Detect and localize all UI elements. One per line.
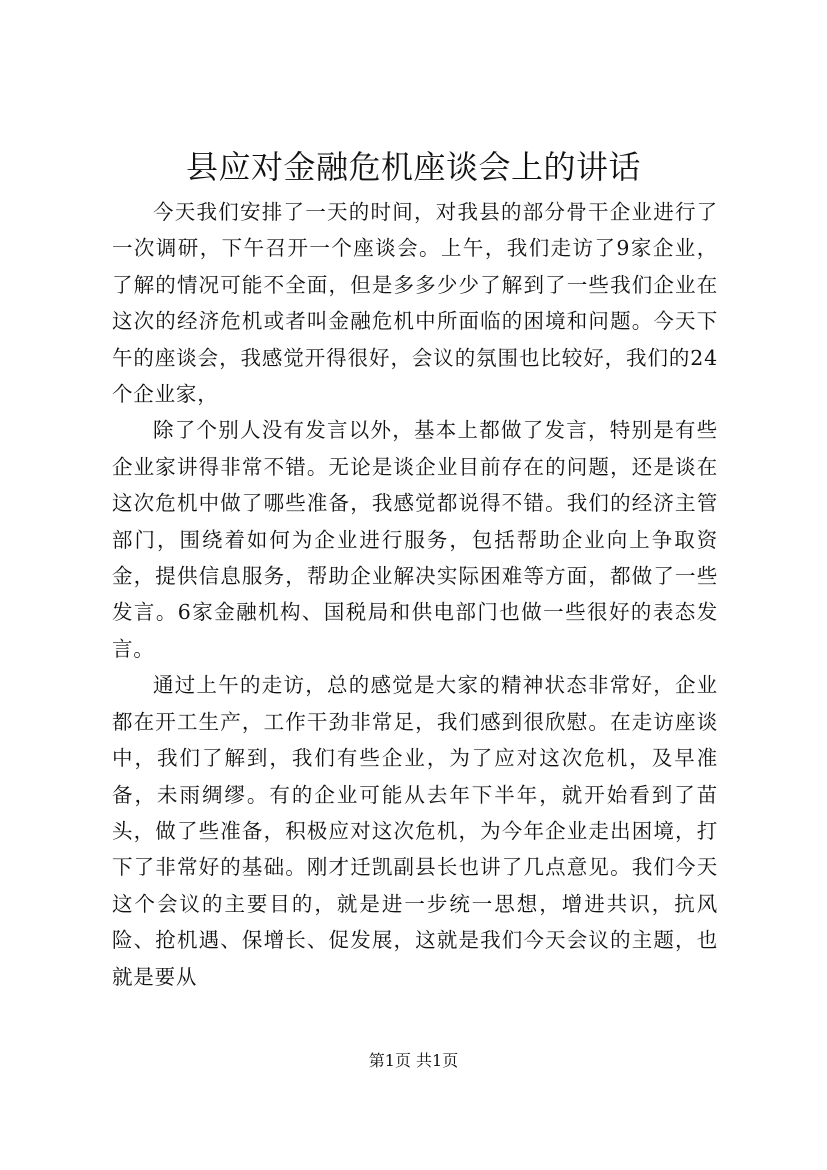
- paragraph-3: 通过上午的走访，总的感觉是大家的精神状态非常好，企业都在开工生产，工作干劲非常足，我们感到很欣慰。在走访座谈中，我们了解到，我们有些企业，为了应对这次危机，及早准备，未雨绸缪。有的企业可能从去年下半年，就开始看到了苗头，做了些准备，积极应对这次危机，为今年企业走出困境，打下了非常好的基础。刚才迁凯副县长也讲了几点意见。我们今天这个会议的主要目的，就是进一步统一思想，增进共识，抗风险、抢机遇、保增长、促发展，这就是我们今天会议的主题，也就是要从: [112, 673, 718, 989]
- page-footer: 第1页 共1页: [368, 1051, 459, 1070]
- paragraph-2: 除了个别人没有发言以外，基本上都做了发言，特别是有些企业家讲得非常不错。无论是谈企业目前存在的问题，还是谈在这次危机中做了哪些准备，我感觉都说得不错。我们的经济主管部门，围绕着如何为企业进行服务，包括帮助企业向上争取资金，提供信息服务，帮助企业解决实际困难等方面，都做了一些发言。6家金融机构、国税局和供电部门也做一些很好的表态发言。: [112, 418, 718, 661]
- paragraph-1: 今天我们安排了一天的时间，对我县的部分骨干企业进行了一次调研，下午召开一个座谈会。上午，我们走访了9家企业，了解的情况可能不全面，但是多多少少了解到了一些我们企业在这次的经济危机或者叫金融危机中所面临的困境和问题。今天下午的座谈会，我感觉开得很好，会议的氛围也比较好，我们的24个企业家，: [112, 200, 718, 407]
- document-body: [112, 194, 718, 995]
- document-title: 县应对金融危机座谈会上的讲话: [185, 148, 641, 186]
